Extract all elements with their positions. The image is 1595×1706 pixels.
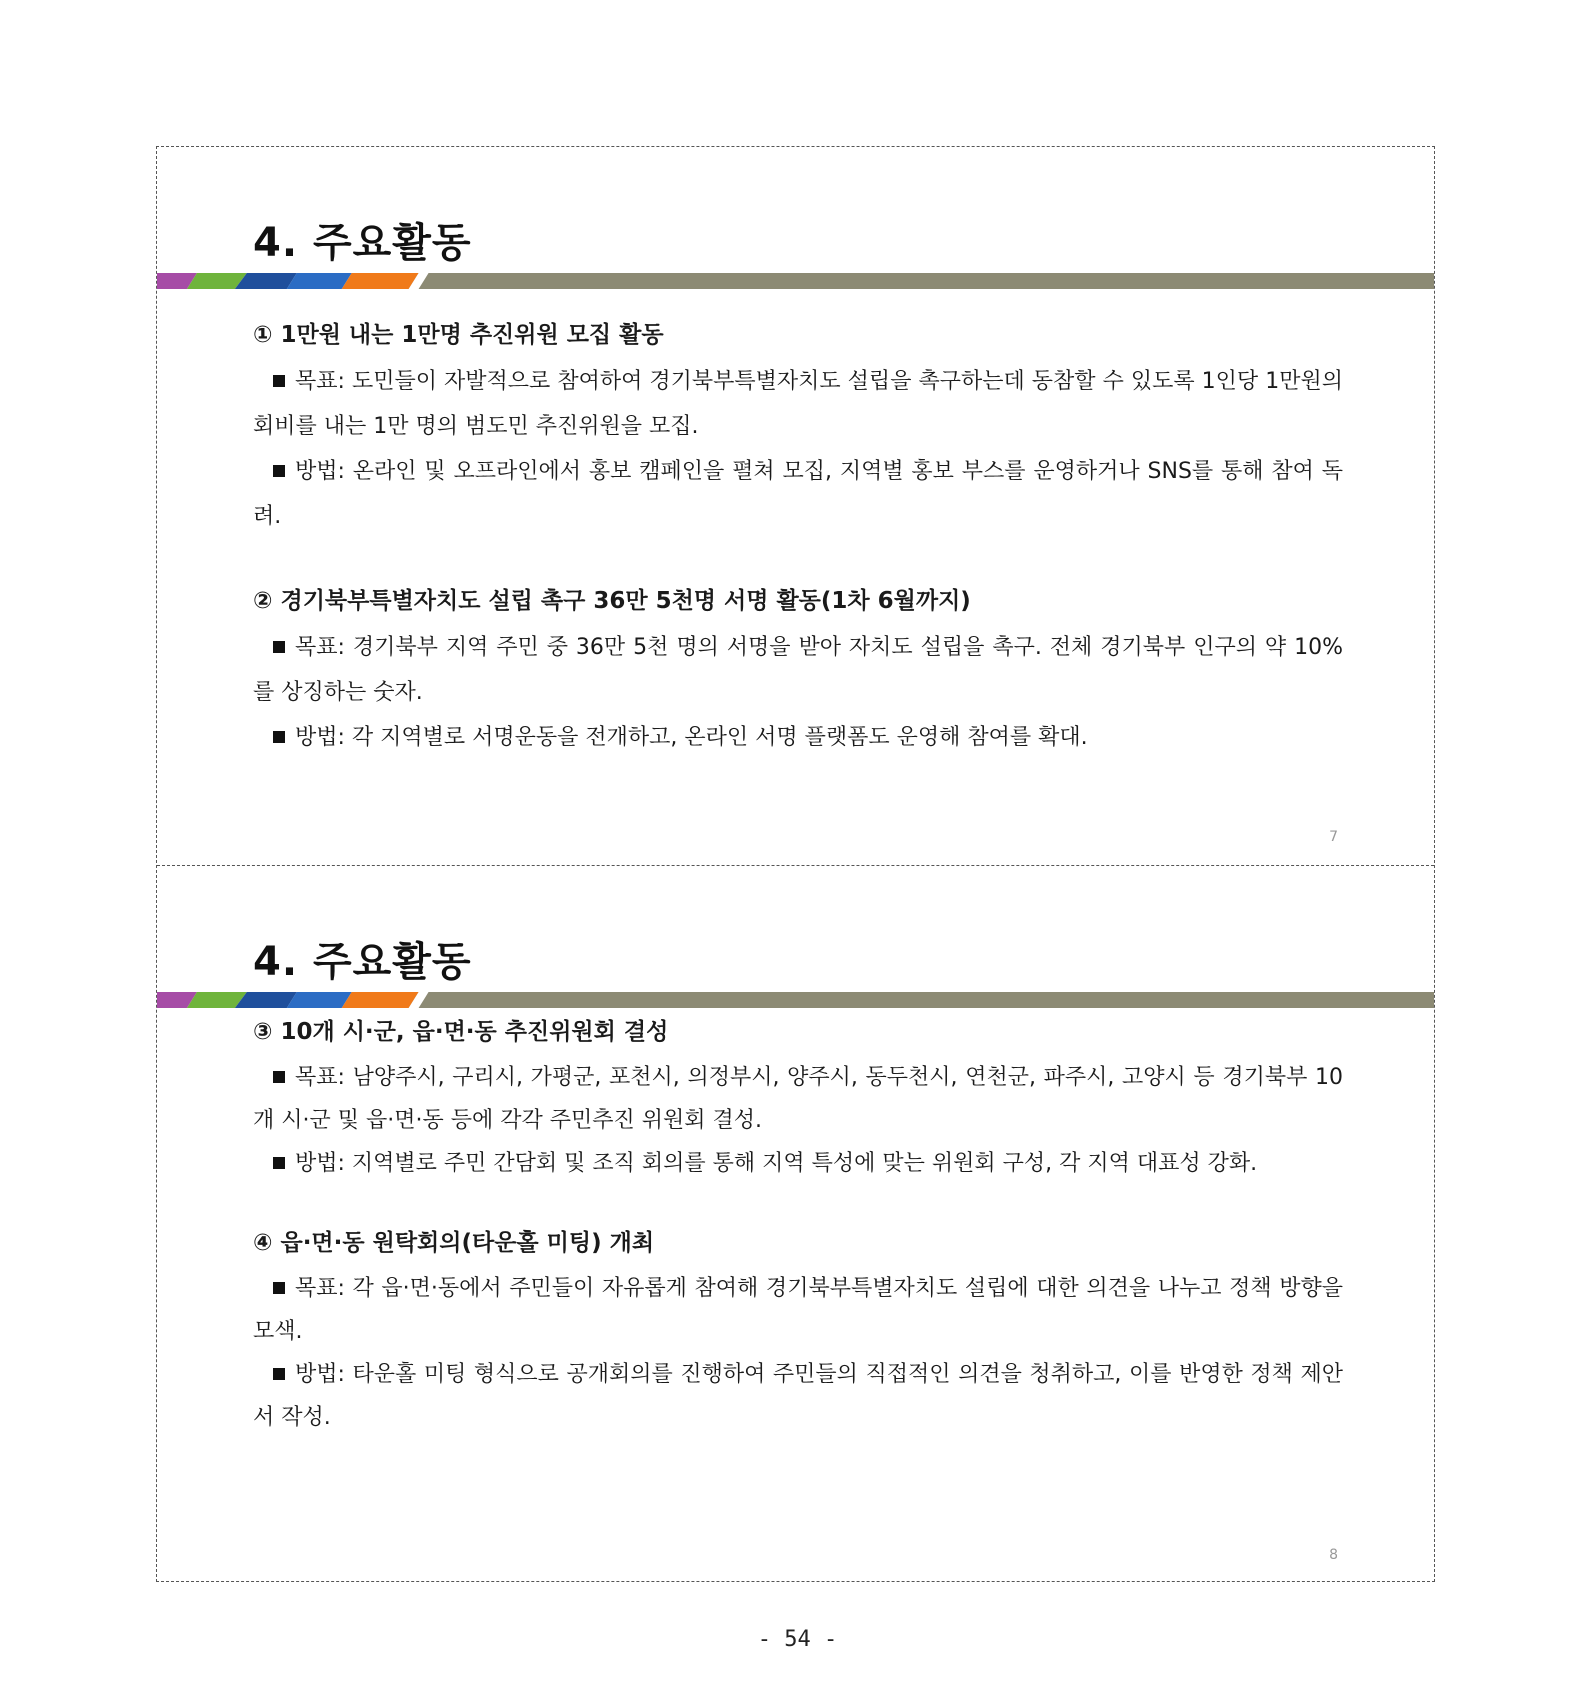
slide-page-number: 7 — [1329, 829, 1338, 845]
section-heading: ④ 읍·면·동 원탁회의(타운홀 미팅) 개최 — [253, 1230, 655, 1256]
goal-paragraph: 목표: 각 읍·면·동에서 주민들이 자유롭게 참여해 경기북부특별자치도 설립에 대한 의견을 나누고 정책 방향을 모색. — [253, 1276, 1343, 1344]
title-accent-bar — [157, 992, 1434, 1008]
goal-paragraph: 목표: 도민들이 자발적으로 참여하여 경기북부특별자치도 설립을 촉구하는데 동참할 수 있도록 1인당 1만원의 회비를 내는 1만 명의 범도민 추진위원을 모집. — [253, 369, 1343, 439]
title-accent-bar — [157, 273, 1434, 289]
slide-content — [253, 1016, 1343, 1439]
section-heading: ③ 10개 시·군, 읍·면·동 추진위원회 결성 — [253, 1019, 669, 1045]
square-bullet-icon — [273, 1282, 285, 1294]
method-paragraph: 방법: 타운홀 미팅 형식으로 공개회의를 진행하여 주민들의 직접적인 의견을 청취하고, 이를 반영한 정책 제안서 작성. — [253, 1362, 1343, 1430]
goal-paragraph: 목표: 경기북부 지역 주민 중 36만 5천 명의 서명을 받아 자치도 설립을 촉구. 전체 경기북부 인구의 약 10%를 상징하는 숫자. — [253, 635, 1343, 705]
method-paragraph: 방법: 온라인 및 오프라인에서 홍보 캠페인을 펼쳐 모집, 지역별 홍보 부스를 운영하거나 SNS를 통해 참여 독려. — [253, 459, 1343, 529]
goal-paragraph: 목표: 남양주시, 구리시, 가평군, 포천시, 의정부시, 양주시, 동두천시, 연천군, 파주시, 고양시 등 경기북부 10개 시·군 및 읍·면·동 등에 각각 주민추진 위원회 결성. — [253, 1065, 1343, 1133]
section-heading: ② 경기북부특별자치도 설립 촉구 36만 5천명 서명 활동(1차 6월까지) — [253, 588, 971, 614]
slide-title: 4. 주요활동 — [253, 939, 472, 985]
document-sheet — [156, 146, 1435, 1582]
square-bullet-icon — [273, 641, 285, 653]
method-paragraph: 방법: 각 지역별로 서명운동을 전개하고, 온라인 서명 플랫폼도 운영해 참여를 확대. — [253, 715, 1343, 760]
square-bullet-icon — [273, 465, 285, 477]
slide-content — [253, 319, 1343, 760]
square-bullet-icon — [273, 1368, 285, 1380]
square-bullet-icon — [273, 1071, 285, 1083]
square-bullet-icon — [273, 1157, 285, 1169]
page-footer-number: - 54 - — [757, 1627, 838, 1652]
square-bullet-icon — [273, 731, 285, 743]
section-heading: ① 1만원 내는 1만명 추진위원 모집 활동 — [253, 322, 664, 348]
slide-7 — [157, 147, 1434, 865]
slide-page-number: 8 — [1329, 1547, 1338, 1563]
square-bullet-icon — [273, 375, 285, 387]
slide-title: 4. 주요활동 — [253, 220, 472, 266]
slide-8 — [157, 865, 1434, 1583]
method-paragraph: 방법: 지역별로 주민 간담회 및 조직 회의를 통해 지역 특성에 맞는 위원회 구성, 각 지역 대표성 강화. — [253, 1142, 1343, 1185]
